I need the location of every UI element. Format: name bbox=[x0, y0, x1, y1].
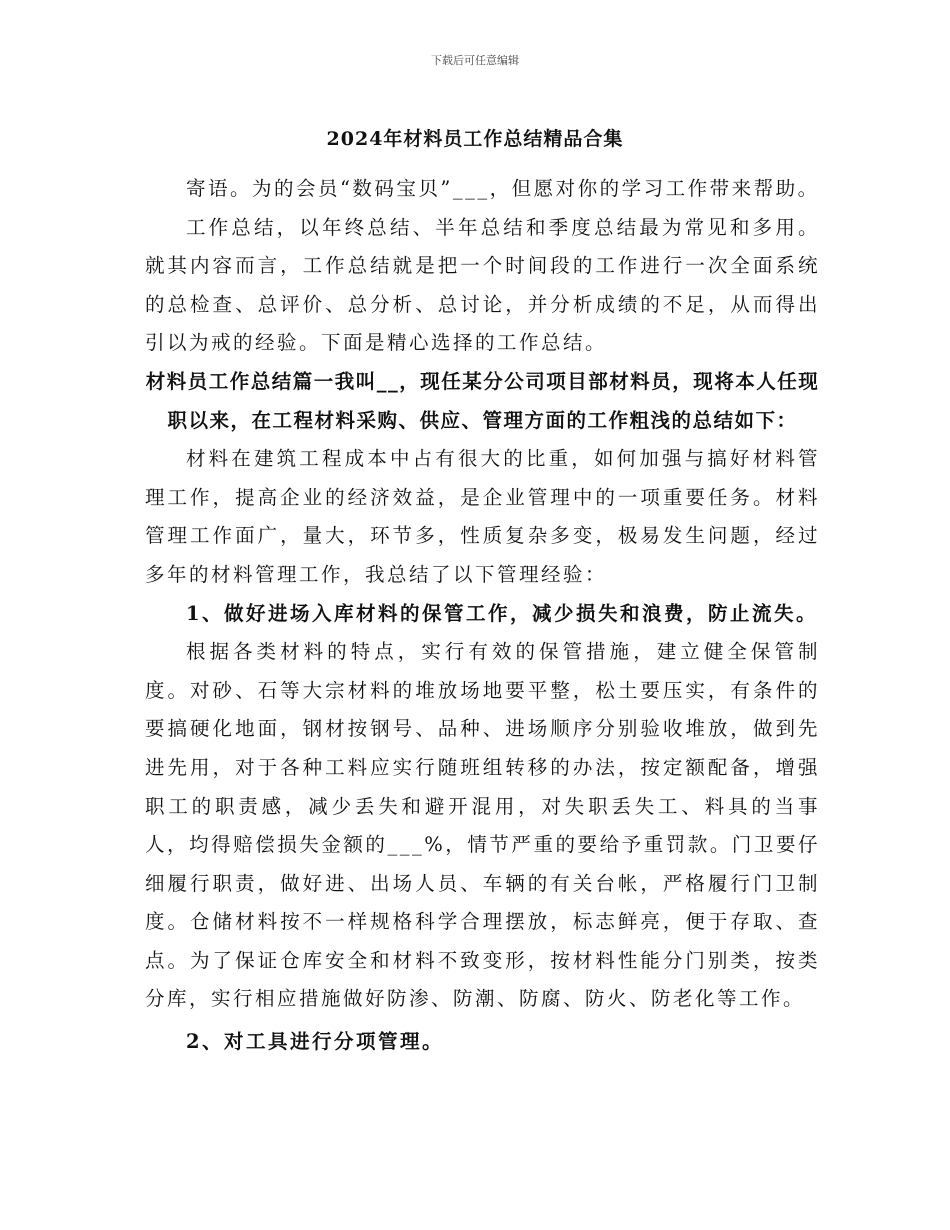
intro-paragraph: 工作总结，以年终总结、半年总结和季度总结最为常见和多用。就其内容而言，工作总结就是把一个时间段的工作进行一次全面系统的总检查、总评价、总分析、总讨论，并分析成绩的不足，从而得出引以为戒的经验。下面是精心选择的工作总结。 bbox=[145, 215, 820, 355]
document-title: 2024年材料员工作总结精品合集 bbox=[326, 128, 624, 150]
page-header: 下载后可任意编辑 bbox=[431, 54, 519, 67]
body-paragraph: 材料在建筑工程成本中占有很大的比重，如何加强与搞好材料管理工作，提高企业的经济效益，是企业管理中的一项重要任务。材料管理工作面广，量大，环节多，性质复杂多变，极易发生问题，经过多年的材料管理工作，我总结了以下管理经验： bbox=[145, 447, 820, 586]
subheading-2: 2、对工具进行分项管理。 bbox=[185, 1030, 445, 1054]
body-paragraph: 根据各类材料的特点，实行有效的保管措施，建立健全保管制度。对砂、石等大宗材料的堆放场地要平整，松土要压实，有条件的要搞硬化地面，钢材按钢号、品种、进场顺序分别验收堆放，做到先进先用，对于各种工料应实行随班组转移的办法，按定额配备，增强职工的职责感，减少丢失和避开混用，对失职丢失工、料具的当事人，均得赔偿损失金额的___%，情节严重的要给予重罚款。门卫要仔细履行职责，做好进、出场人员、车辆的有关台帐，严格履行门卫制度。仓储材料按不一样规格科学合理摆放，标志鲜亮，便于存取、查点。为了保证仓库安全和材料不致变形，按材料性能分门别类，按类分库，实行相应措施做好防渗、防潮、防腐、防火、防老化等工作。 bbox=[145, 640, 820, 1011]
subheading-1: 1、做好进场入库材料的保管工作，减少损失和浪费，防止流失。 bbox=[185, 601, 819, 625]
section-heading: 材料员工作总结篇一我叫__，现任某分公司项目部材料员，现将本人任现职以来，在工程材料采购、供应、管理方面的工作粗浅的总结如下： bbox=[145, 369, 820, 432]
document-body bbox=[145, 170, 820, 1062]
greeting-paragraph: 寄语。为的会员“数码宝贝”___，但愿对你的学习工作带来帮助。 bbox=[185, 177, 820, 200]
